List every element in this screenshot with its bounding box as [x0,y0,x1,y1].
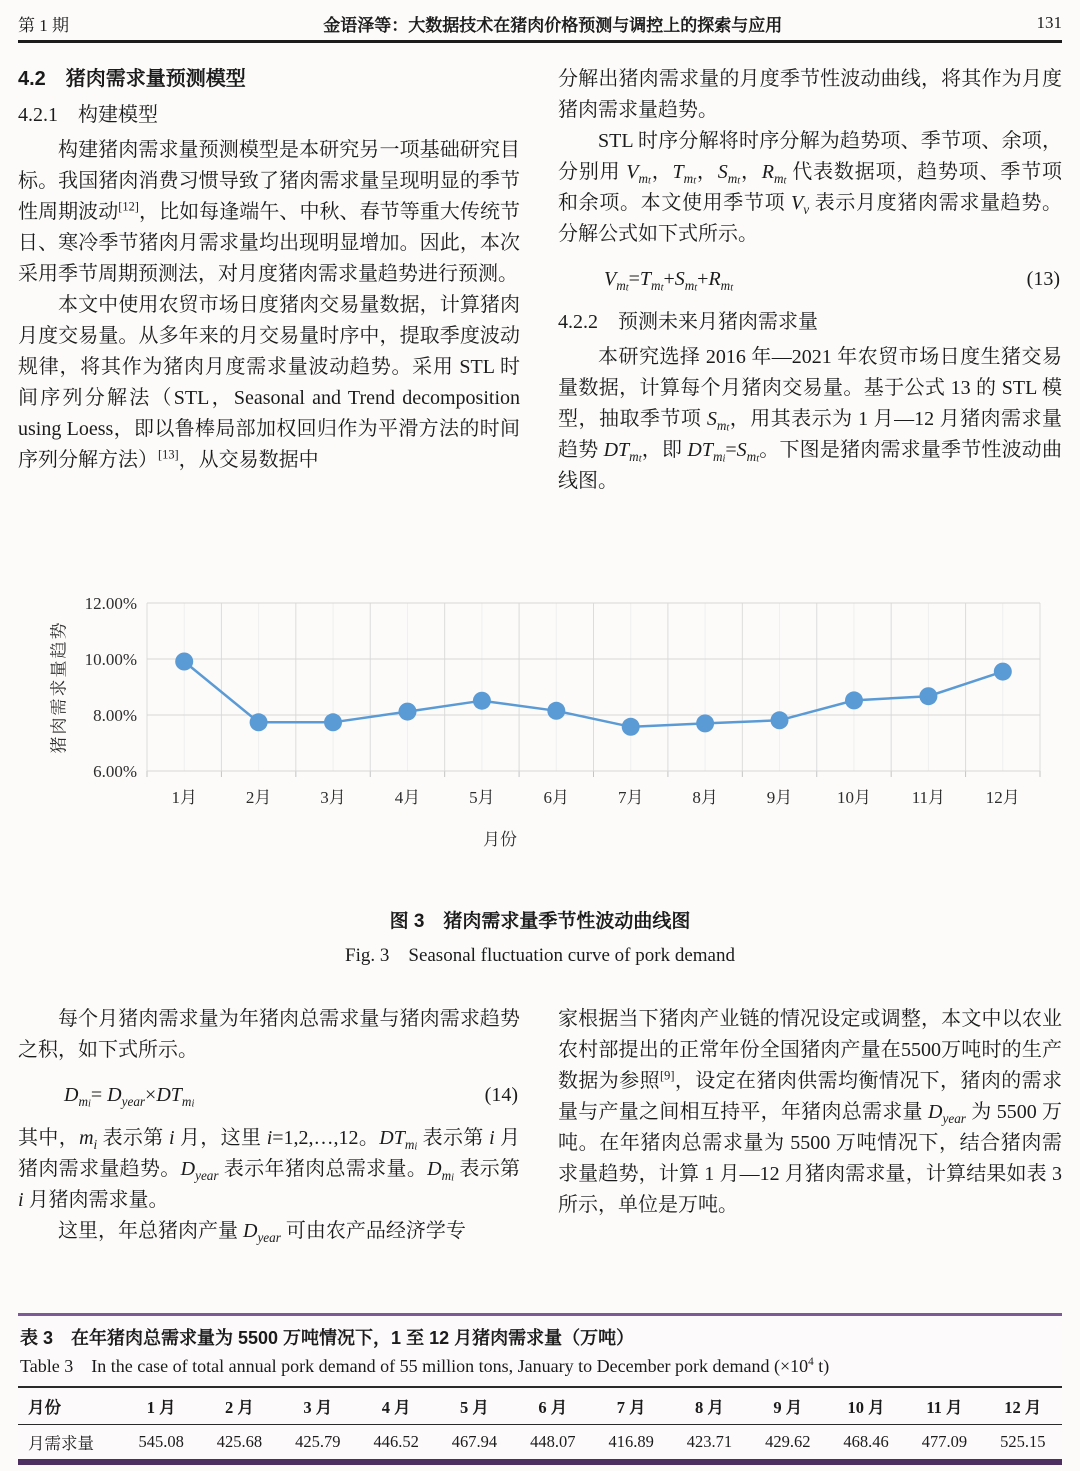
right-column-bottom [558,1004,1062,1221]
svg-text:11月: 11月 [911,788,946,807]
figure-3-caption-en: Fig. 3 Seasonal fluctuation curve of pork demand [345,945,735,966]
svg-text:4月: 4月 [394,788,421,807]
page-header [18,8,1062,38]
svg-text:10月: 10月 [836,788,871,807]
header-issue: 第 1 期 [18,15,69,35]
equation-14 [18,1080,520,1111]
table-value-cell: 423.71 [686,1432,733,1451]
svg-text:12月: 12月 [985,788,1020,807]
svg-text:5月: 5月 [469,788,495,807]
table-col-header: 7 月 [592,1387,670,1425]
left-column-bottom [18,1004,520,1247]
equation-14-body: $D_{mi}= D_{year}\times DT_{mi}$ [64,1084,195,1110]
paragraph-dyear-setting: 家根据当下猪肉产业链的情况设定或调整，本文中以农业农村部提出的正常年份全国猪肉产量在5500万吨时的生产数据为参照[9]，设定在猪肉供需均衡情况下，猪肉的需求量与产量之间相互持平，年猪肉总需求量 $D_{year}$ 为 5500 万吨。在年猪肉总需求量为 5500 万吨情况下，结合猪肉需求量趋势，计算 1 月—12 月猪肉需求量，计算结果如表 3 所示，单位是万吨。 [558,1008,1063,1216]
table-col-header: 5 月 [435,1387,513,1425]
table-col-header: 12 月 [984,1387,1062,1425]
svg-text:8.00%: 8.00% [93,706,137,725]
table-value-cell: 477.09 [921,1432,968,1451]
paragraph-dyear-intro: 这里，年总猪肉产量 $D_{year}$ 可由农产品经济学专 [58,1220,466,1245]
table-col-header: 8 月 [670,1387,748,1425]
equation-14-number: (14) [484,1084,518,1106]
section-4-2-heading: 4.2 猪肉需求量预测模型 [18,68,246,90]
table-value-cell: 416.89 [608,1432,654,1451]
table-3-caption-en: Table 3 In the case of total annual pork demand of 55 million tons, January to December pork demand ($\times 10^4$ t) [20,1356,830,1376]
chart-y-axis-labels [85,594,137,781]
table-value-cell: 468.46 [843,1432,889,1451]
svg-text:2月: 2月 [245,788,272,807]
table-col-header: 6 月 [514,1387,592,1425]
table-col-header: 4 月 [357,1387,435,1425]
chart-x-axis-title: 月份 [483,830,517,849]
equation-13-number: (13) [1026,268,1060,290]
svg-text:6月: 6月 [543,788,570,807]
table-row-header: 月需求量 [28,1434,94,1453]
svg-text:1月: 1月 [171,788,197,807]
svg-text:12.00%: 12.00% [84,594,137,613]
svg-text:10.00%: 10.00% [84,650,137,669]
table-col-header: 2 月 [200,1387,278,1425]
svg-text:7月: 7月 [617,788,644,807]
seasonal-fluctuation-line-chart [0,585,1080,870]
equation-13-body: $V_{mt}=T_{mt}+S_{mt}+R_{mt}$ [604,268,734,294]
table-col-header: 3 月 [279,1387,357,1425]
svg-text:8月: 8月 [692,788,718,807]
figure-3-caption-cn: 图 3 猪肉需求量季节性波动曲线图 [389,911,691,932]
table-3 [18,1313,1062,1465]
equation-13 [558,264,1062,295]
table-value-cell: 467.94 [451,1432,498,1451]
svg-text:3月: 3月 [320,788,346,807]
chart-y-axis-title: 猪肉需求量趋势 [49,620,69,754]
table-header-row [18,1387,1062,1425]
left-column-top [18,64,520,476]
table-col-header: 9 月 [749,1387,827,1425]
right-column-top [558,64,1062,497]
header-running-title: 金语泽等：大数据技术在猪肉价格预测与调控上的探索与应用 [323,15,783,35]
figure-3-chart [0,585,1080,870]
table-col-header: 11 月 [905,1387,983,1425]
chart-x-axis-labels [171,788,1019,807]
svg-text:6.00%: 6.00% [93,762,137,781]
section-4-2-1-heading: 4.2.1 构建模型 [18,104,158,126]
chart-gridlines [147,603,1040,777]
section-4-2-2-heading: 4.2.2 预测未来月猪肉需求量 [558,311,818,333]
paragraph-demand-product: 每个月猪肉需求量为年猪肉总需求量与猪肉需求趋势之积，如下式所示。 [18,1008,520,1061]
paragraph-stl-method: 本文中使用农贸市场日度猪肉交易量数据，计算猪肉月度交易量。从多年来的月交易量时序中，提取季度波动规律，将其作为猪肉月度需求量波动趋势。采用 STL 时间序列分解法（STL，Seasonal and Trend decomposition using Loess，即以鲁棒局部加权回归作为平滑方法的时间序列分解方法）[13]，从交易数据中 [18,294,520,471]
header-rule [18,40,1062,43]
header-page-number: 131 [1036,13,1062,32]
table-value-cell: 545.08 [138,1432,184,1451]
table-col-header: 10 月 [827,1387,905,1425]
table-value-cell: 429.62 [765,1432,811,1451]
table-col-header: 1 月 [122,1387,200,1425]
paragraph-continuation: 分解出猪肉需求量的月度季节性波动曲线，将其作为月度猪肉需求量趋势。 [558,68,1062,121]
table-value-cell: 425.68 [216,1432,263,1451]
table-col0-header: 月份 [18,1387,122,1425]
paragraph-stl-terms: STL 时序分解将时序分解为趋势项、季节项、余项，分别用 $V_{mt}$，$T_{mt}$，$S_{mt}$，$R_{mt}$ 代表数据项，趋势项、季节项和余项。本文使用季节项 $V_v$ 表示月度猪肉需求量趋势。分解公式如下式所示。 [558,130,1063,245]
svg-text:9月: 9月 [766,788,793,807]
table-value-cell: 448.07 [530,1432,576,1451]
monthly-demand-table [18,1386,1062,1465]
table-3-caption-cn: 表 3 在年猪肉总需求量为 5500 万吨情况下，1 至 12 月猪肉需求量（万吨） [20,1328,635,1348]
table-value-cell: 525.15 [1000,1432,1046,1451]
table-value-cell: 425.79 [295,1432,341,1451]
paragraph-symbol-definitions: 其中，$m_i$ 表示第 i 月，这里 i=1,2,…,12。$DT_{mi}$ 表示第 i 月猪肉需求量趋势。$D_{year}$ 表示年猪肉总需求量。$D_{mi}$ 表示第 i 月猪肉需求量。 [18,1127,521,1211]
paragraph-model-intro: 构建猪肉需求量预测模型是本研究另一项基础研究目标。我国猪肉消费习惯导致了猪肉需求量呈现明显的季节性周期波动[12]，比如每逢端午、中秋、春节等重大传统节日、寒冷季节猪肉月需求量均出现明显增加。因此，本次采用季节周期预测法，对月度猪肉需求量趋势进行预测。 [18,139,521,285]
table-value-cell: 446.52 [373,1432,419,1451]
table-values-row [18,1425,1062,1463]
paragraph-forecast-future: 本研究选择 2016 年—2021 年农贸市场日度生猪交易量数据，计算每个月猪肉交易量。基于公式 13 的 STL 模型，抽取季节项 $S_{mt}$，用其表示为 1 月—12 月猪肉需求量趋势 $DT_{mt}$，即 $DT_{mi}=S_{mt}$。下图是猪肉需求量季节性波动曲线图。 [558,346,1063,492]
